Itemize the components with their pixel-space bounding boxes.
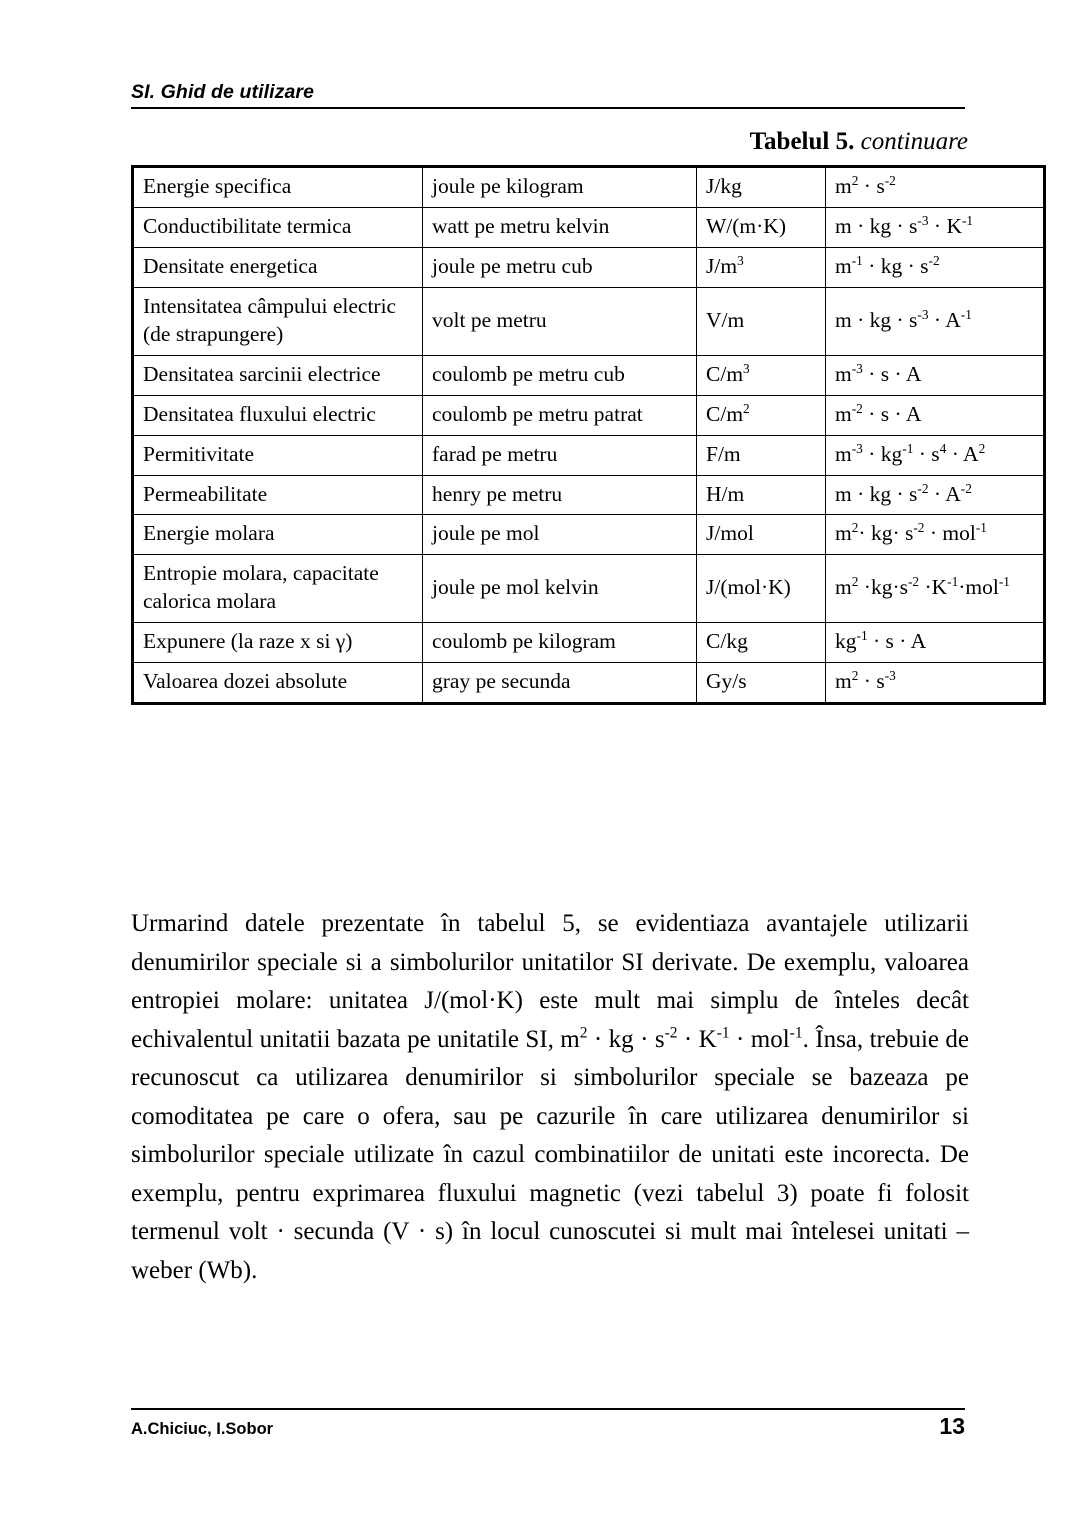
cell-si-base-expression: $m^{‑1}$ · kg · $s^{‑2}$ — [826, 247, 1045, 287]
cell-si-base-expression: $m^{‑3} \cdot s \cdot A$ — [826, 355, 1045, 395]
table-row — [133, 247, 1045, 287]
table-5-continued — [131, 165, 1010, 705]
table-row — [133, 395, 1045, 435]
cell-unit-symbol: V/m — [697, 287, 826, 355]
cell-si-base-expression: $m^2 \cdot s^{‑3}$ — [826, 663, 1045, 704]
footer-row — [131, 1413, 965, 1440]
cell-unit-symbol: Gy/s — [697, 663, 826, 704]
cell-si-base-expression: m · kg · $s^{‑3} \cdot K^{‑1}$ — [826, 207, 1045, 247]
running-header — [131, 82, 965, 109]
cell-quantity: Densitate energetica — [133, 247, 423, 287]
cell-unit-name: coulomb pe metru patrat — [423, 395, 697, 435]
cell-unit-name: joule pe mol kelvin — [423, 555, 697, 623]
table-row — [133, 623, 1045, 663]
cell-unit-symbol: C/kg — [697, 623, 826, 663]
cell-unit-symbol: H/m — [697, 475, 826, 515]
running-header-title: SI. Ghid de utilizare — [131, 81, 315, 103]
cell-unit-name: watt pe metru kelvin — [423, 207, 697, 247]
cell-quantity: Energie molara — [133, 515, 423, 555]
cell-unit-symbol: J/(mol·K) — [697, 555, 826, 623]
table-body — [133, 167, 1045, 704]
cell-unit-name: joule pe kilogram — [423, 167, 697, 208]
cell-si-base-expression: $m^2 \cdot s^{‑2}$ — [826, 167, 1045, 208]
header-divider — [131, 107, 965, 109]
cell-quantity: Conductibilitate termica — [133, 207, 423, 247]
cell-si-base-expression: $kg^{‑1} \cdot s \cdot A$ — [826, 623, 1045, 663]
table-row — [133, 207, 1045, 247]
table-row — [133, 167, 1045, 208]
footer-page-number: 13 — [939, 1413, 965, 1439]
cell-unit-name: coulomb pe metru cub — [423, 355, 697, 395]
cell-quantity: Permitivitate — [133, 435, 423, 475]
cell-unit-name: joule pe metru cub — [423, 247, 697, 287]
table-row — [133, 435, 1045, 475]
cell-unit-symbol: J/mol — [697, 515, 826, 555]
table-caption-label: Tabelul 5. — [749, 128, 855, 155]
body-text — [131, 905, 969, 1290]
cell-unit-name: volt pe metru — [423, 287, 697, 355]
cell-unit-name: coulomb pe kilogram — [423, 623, 697, 663]
si-derived-units-table — [131, 165, 1046, 705]
cell-quantity: Expunere (la raze x si γ) — [133, 623, 423, 663]
table-row — [133, 355, 1045, 395]
cell-unit-symbol: W/(m·K) — [697, 207, 826, 247]
cell-quantity: Valoarea dozei absolute — [133, 663, 423, 704]
cell-quantity: Entropie molara, capacitate calorica molara — [133, 555, 423, 623]
cell-quantity: Densitatea sarcinii electrice — [133, 355, 423, 395]
table-caption — [750, 128, 968, 156]
cell-unit-symbol: $J/m^3$ — [697, 247, 826, 287]
cell-quantity: Intensitatea câmpului electric (de strapungere) — [133, 287, 423, 355]
footer-divider — [131, 1408, 965, 1410]
cell-unit-symbol: J/kg — [697, 167, 826, 208]
table-row — [133, 555, 1045, 623]
cell-si-base-expression: m · kg · $s^{‑2} \cdot A^{‑2}$ — [826, 475, 1045, 515]
table-row — [133, 515, 1045, 555]
cell-unit-symbol: $C/m^2$ — [697, 395, 826, 435]
cell-unit-name: joule pe mol — [423, 515, 697, 555]
table-row — [133, 475, 1045, 515]
cell-si-base-expression: m · kg · $s^{‑3} \cdot A^{‑1}$ — [826, 287, 1045, 355]
cell-unit-name: farad pe metru — [423, 435, 697, 475]
cell-quantity: Densitatea fluxului electric — [133, 395, 423, 435]
footer-authors: A.Chiciuc, I.Sobor — [131, 1420, 274, 1438]
cell-si-base-expression: $m^{‑2} \cdot s \cdot A$ — [826, 395, 1045, 435]
cell-si-base-expression: $m^2 \cdot kg\cdot s^{‑2} \cdot K^{‑1}\cdot mol^{‑1}$ — [826, 555, 1045, 623]
table-row — [133, 663, 1045, 704]
cell-si-base-expression: $m^2\cdot kg\cdot s^{‑2} \cdot mol^{‑1}$ — [826, 515, 1045, 555]
cell-unit-name: henry pe metru — [423, 475, 697, 515]
body-paragraph: Urmarind datele prezentate în tabelul 5, se evidentiaza avantajele utilizarii denumirilor speciale si a simbolurilor unitatilor SI derivate. De exemplu, valoarea entropiei molare: unitatea J/(mol·K) este mult mai simplu de înteles decât echivalentul unitatii bazata pe unitatile SI, $m^2$ · kg · $s^{‑2} \cdot K^{‑1} \cdot mol^{‑1}$. Însa, trebuie de recunoscut ca utilizarea denumirilor si simbolurilor speciale se bazeaza pe comoditatea pe care o ofera, sau pe cazurile în care utilizarea denumirilor si simbolurilor speciale utilizate în cazul combinatiilor de unitati este incorecta. De exemplu, pentru exprimarea fluxului magnetic (vezi tabelul 3) poate fi folosit termenul volt · secunda (V · s) în locul cunoscutei si mult mai întelesei unitati – weber (Wb). — [131, 910, 969, 1284]
cell-si-base-expression: $m^{‑3} \cdot kg^{‑1} \cdot s^4 \cdot A^2$ — [826, 435, 1045, 475]
cell-unit-symbol: F/m — [697, 435, 826, 475]
table-caption-note: continuare — [860, 128, 968, 155]
cell-quantity: Permeabilitate — [133, 475, 423, 515]
table-row — [133, 287, 1045, 355]
cell-unit-symbol: $C/m^3$ — [697, 355, 826, 395]
cell-quantity: Energie specifica — [133, 167, 423, 208]
cell-unit-name: gray pe secunda — [423, 663, 697, 704]
page-footer — [131, 1408, 965, 1440]
